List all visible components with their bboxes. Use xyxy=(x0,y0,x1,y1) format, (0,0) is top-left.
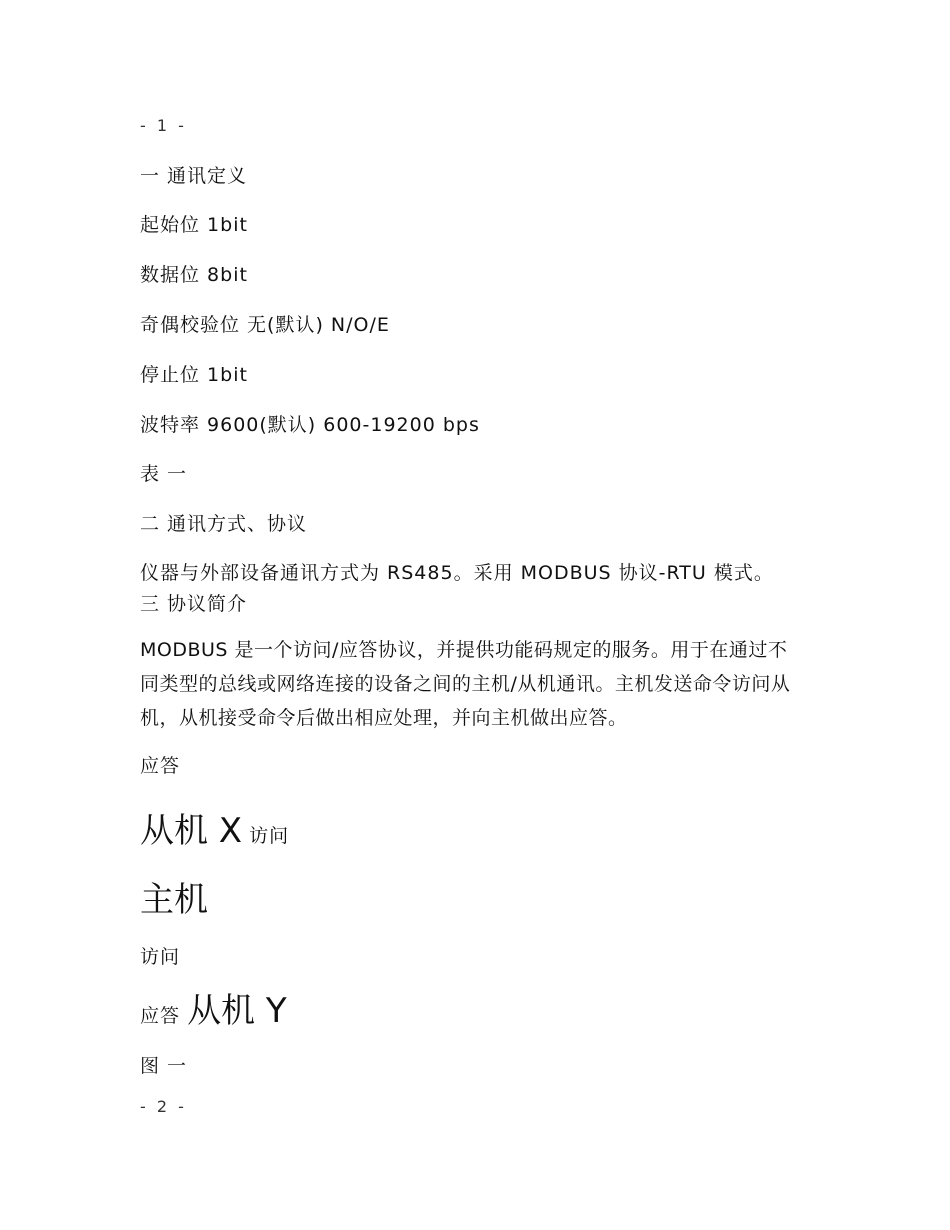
figure-label-reply-top: 应答 xyxy=(140,755,181,777)
figure-label-slave-y: 从机 Y xyxy=(187,991,287,1031)
figure-label-slave-x-row xyxy=(140,803,289,852)
table-caption: 表 一 xyxy=(140,463,188,485)
section-heading-3: 三 协议简介 xyxy=(140,593,248,615)
definition-row-parity: 奇偶校验位 无(默认) N/O/E xyxy=(140,314,390,336)
section-heading-2: 二 通讯方式、协议 xyxy=(140,513,308,535)
figure-caption: 图 一 xyxy=(140,1055,188,1077)
page-number-top: - 1 - xyxy=(140,116,187,135)
definition-row-data-bits: 数据位 8bit xyxy=(140,264,248,286)
figure-label-master: 主机 xyxy=(140,880,208,920)
definition-row-baud-rate: 波特率 9600(默认) 600-19200 bps xyxy=(140,414,480,436)
section-heading-1: 一 通讯定义 xyxy=(140,165,248,187)
definition-row-start-bit: 起始位 1bit xyxy=(140,214,248,236)
protocol-intro-paragraph: MODBUS 是一个访问/应答协议，并提供功能码规定的服务。用于在通过不同类型的总线或网络连接的设备之间的主机/从机通讯。主机发送命令访问从机，从机接受命令后做出相应处理，并向主机做出应答。 xyxy=(140,639,791,729)
page-number-bottom: - 2 - xyxy=(140,1097,187,1116)
section-2-text: 仪器与外部设备通讯方式为 RS485。采用 MODBUS 协议-RTU 模式。 xyxy=(140,562,774,584)
figure-label-slave-x: 从机 X xyxy=(140,811,243,851)
figure-label-visit-right: 访问 xyxy=(249,825,290,847)
figure-label-slave-y-row xyxy=(140,983,287,1032)
figure-label-visit-left: 访问 xyxy=(140,946,181,968)
figure-label-reply-bottom: 应答 xyxy=(140,1005,181,1027)
definition-row-stop-bit: 停止位 1bit xyxy=(140,364,248,386)
